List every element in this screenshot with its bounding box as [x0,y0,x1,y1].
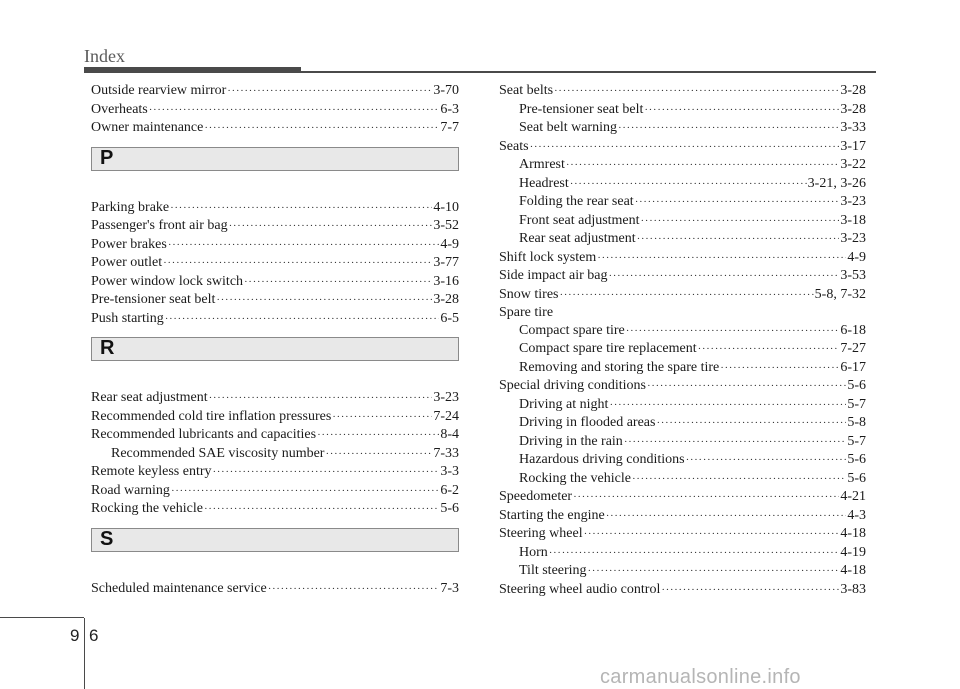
section-header-s [91,528,459,552]
watermark-text: carmanualsonline.info [600,666,801,688]
section-letter: P [100,146,114,169]
index-entry: Push starting ····· 6-5 [91,310,459,329]
section-letter: R [100,337,115,360]
index-entry: Special driving conditions ····· 5-6 [499,377,866,396]
section-header-p [91,147,459,171]
index-subentry: Recommended SAE viscosity number ····· 7-33 [91,445,459,464]
index-subentry: Armrest ····· 3-22 [499,156,866,175]
index-entry: Shift lock system ····· 4-9 [499,249,866,268]
index-entry: Scheduled maintenance service ····· 7-3 [91,580,459,599]
footer-rule [0,617,84,618]
index-entry: Steering wheel ····· 4-18 [499,525,866,544]
index-subentry: Hazardous driving conditions ····· 5-6 [499,451,866,470]
index-entry: Power outlet ····· 3-77 [91,254,459,273]
index-entry: Road warning ····· 6-2 [91,482,459,501]
index-subentry: Compact spare tire replacement ····· 7-27 [499,340,866,359]
index-entry: Rocking the vehicle ····· 5-6 [91,500,459,519]
index-entry: Passenger's front air bag ····· 3-52 [91,217,459,236]
index-subentry: Rear seat adjustment ····· 3-23 [499,230,866,249]
index-subentry: Tilt steering ····· 4-18 [499,562,866,581]
index-column-left [91,82,459,598]
section-header-r [91,337,459,361]
index-subentry: Seat belt warning ····· 3-33 [499,119,866,138]
index-entry-heading: Spare tire [499,305,554,320]
index-entry: Remote keyless entry ····· 3-3 [91,463,459,482]
index-subentry: Headrest ····· 3-21, 3-26 [499,175,866,194]
index-subentry: Compact spare tire ····· 6-18 [499,322,866,341]
index-subentry: Removing and storing the spare tire ····· 6-17 [499,359,866,378]
index-entry: Power window lock switch ····· 3-16 [91,273,459,292]
index-subentry: Pre-tensioner seat belt ····· 3-28 [499,101,866,120]
section-letter: S [100,527,114,550]
index-entry: Owner maintenance ····· 7-7 [91,119,459,138]
index-subentry: Driving at night ····· 5-7 [499,396,866,415]
header-rule [84,71,876,73]
index-subentry: Horn ····· 4-19 [499,544,866,563]
page-title: Index [84,46,125,66]
index-entry: Seat belts ····· 3-28 [499,82,866,101]
chapter-number: 9 [70,626,80,645]
index-entry: Recommended cold tire inflation pressures ····· 7-24 [91,408,459,427]
index-subentry: Driving in the rain ····· 5-7 [499,433,866,452]
index-entry: Side impact air bag ····· 3-53 [499,267,866,286]
index-entry: Pre-tensioner seat belt ····· 3-28 [91,291,459,310]
page-number: 6 [89,626,99,645]
index-entry: Recommended lubricants and capacities ····· 8-4 [91,426,459,445]
index-entry: Parking brake ····· 4-10 [91,199,459,218]
index-entry: Snow tires ····· 5-8, 7-32 [499,286,866,305]
index-entry: Seats ····· 3-17 [499,138,866,157]
index-subentry: Driving in flooded areas ····· 5-8 [499,414,866,433]
index-subentry: Rocking the vehicle ····· 5-6 [499,470,866,489]
index-subentry: Front seat adjustment ····· 3-18 [499,212,866,231]
index-subentry: Folding the rear seat ····· 3-23 [499,193,866,212]
index-entry: Rear seat adjustment ····· 3-23 [91,389,459,408]
index-entry: Steering wheel audio control ····· 3-83 [499,581,866,600]
index-entry: Starting the engine ····· 4-3 [499,507,866,526]
index-entry: Overheats ····· 6-3 [91,101,459,120]
index-column-right [499,82,866,599]
index-entry: Speedometer ····· 4-21 [499,488,866,507]
index-entry: Outside rearview mirror ····· 3-70 [91,82,459,101]
index-entry: Power brakes ····· 4-9 [91,236,459,255]
footer-divider [84,618,85,689]
